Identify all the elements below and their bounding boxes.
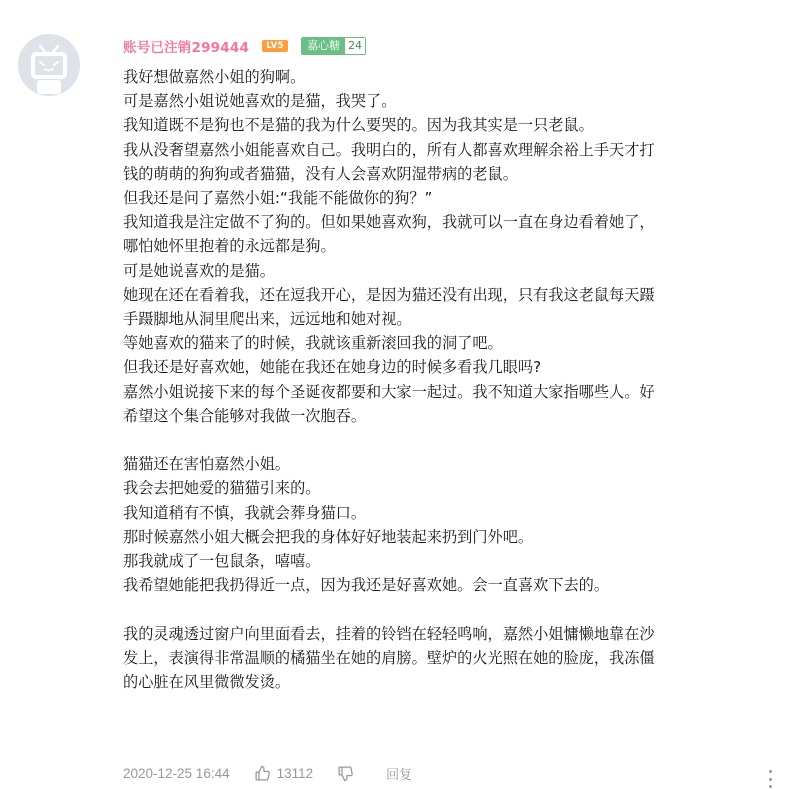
comment-line: 但我还是问了嘉然小姐:“我能不能做你的狗？” (123, 189, 433, 208)
comment-line: 我的灵魂透过窗户向里面看去，挂着的铃铛在轻轻鸣响，嘉然小姐慵懒地靠在沙 (123, 624, 655, 643)
comment-line: 钱的萌萌的狗狗或者猫猫，没有人会喜欢阴湿带病的老鼠。 (123, 164, 518, 183)
dislike-button[interactable] (337, 765, 354, 782)
comment-line: 我从没奢望嘉然小姐能喜欢自己。我明白的，所有人都喜欢理解余裕上手天才打 (123, 140, 655, 159)
comment-line: 那我就成了一包鼠条，嘻嘻。 (123, 552, 321, 571)
comment-line: 但我还是好喜欢她，她能在我还在她身边的时候多看我几眼吗? (123, 358, 542, 377)
comment-line: 的心脏在风里微微发烫。 (123, 673, 291, 692)
comment-line: 我希望她能把我扔得近一点，因为我还是好喜欢她。会一直喜欢下去的。 (123, 576, 609, 595)
avatar-tv-icon (18, 34, 80, 96)
comment-header (123, 37, 366, 55)
reply-button[interactable]: 回复 (386, 767, 413, 783)
more-dot (769, 778, 772, 781)
comment-line: 我好想做嘉然小姐的狗啊。 (123, 68, 306, 86)
level-badge: LV5 (262, 40, 288, 52)
more-dot (769, 770, 772, 773)
fan-medal[interactable] (301, 37, 366, 55)
comment-line: 我会去把她爱的猫猫引来的。 (123, 479, 321, 498)
comment-line: 我知道我是注定做不了狗的。但如果她喜欢狗，我就可以一直在身边看着她了， (123, 213, 655, 232)
comment-line: 可是嘉然小姐说她喜欢的是猫，我哭了。 (123, 92, 397, 111)
comment-line: 手蹑脚地从洞里爬出来，远远地和她对视。 (123, 310, 412, 329)
comment-line: 我知道既不是狗也不是猫的我为什么要哭的。因为我其实是一只老鼠。 (123, 116, 594, 135)
comment-line: 等她喜欢的猫来了的时候，我就该重新滚回我的洞了吧。 (123, 334, 503, 353)
like-button[interactable] (254, 765, 314, 782)
username[interactable]: 账号已注销299444 (123, 40, 250, 56)
more-dot (769, 785, 772, 788)
comment-line: 我知道稍有不慎，我就会葬身猫口。 (123, 503, 366, 522)
comment-line: 猫猫还在害怕嘉然小姐。 (123, 455, 291, 474)
paragraph-gap (123, 597, 783, 621)
comment-line: 哪怕她怀里抱着的永远都是狗。 (123, 237, 336, 256)
comment-line: 可是她说喜欢的是猫。 (123, 261, 275, 280)
comment-footer (123, 764, 412, 782)
comment-timestamp: 2020-12-25 16:44 (123, 765, 230, 781)
comment-line: 她现在还在看着我，还在逗我开心，是因为猫还没有出现，只有我这老鼠每天蹑 (123, 285, 655, 304)
comment-line: 发上，表演得非常温顺的橘猫坐在她的肩膀。壁炉的火光照在她的脸庞，我冻僵 (123, 648, 655, 667)
fan-medal-level: 24 (345, 38, 365, 54)
like-count: 13112 (276, 765, 314, 781)
avatar[interactable] (18, 34, 80, 96)
more-icon[interactable] (764, 770, 776, 788)
paragraph-gap (123, 428, 783, 452)
comment-text (123, 65, 783, 694)
comment-line: 希望这个集合能够对我做一次胞吞。 (123, 406, 366, 425)
thumb-up-icon (254, 765, 271, 782)
comment-line: 那时候嘉然小姐大概会把我的身体好好地装起来扔到门外吧。 (123, 527, 534, 546)
comment-line: 嘉然小姐说接下来的每个圣诞夜都要和大家一起过。我不知道大家指哪些人。好 (123, 382, 655, 401)
fan-medal-name: 嘉心糖 (302, 38, 345, 54)
thumb-down-icon (337, 765, 354, 782)
